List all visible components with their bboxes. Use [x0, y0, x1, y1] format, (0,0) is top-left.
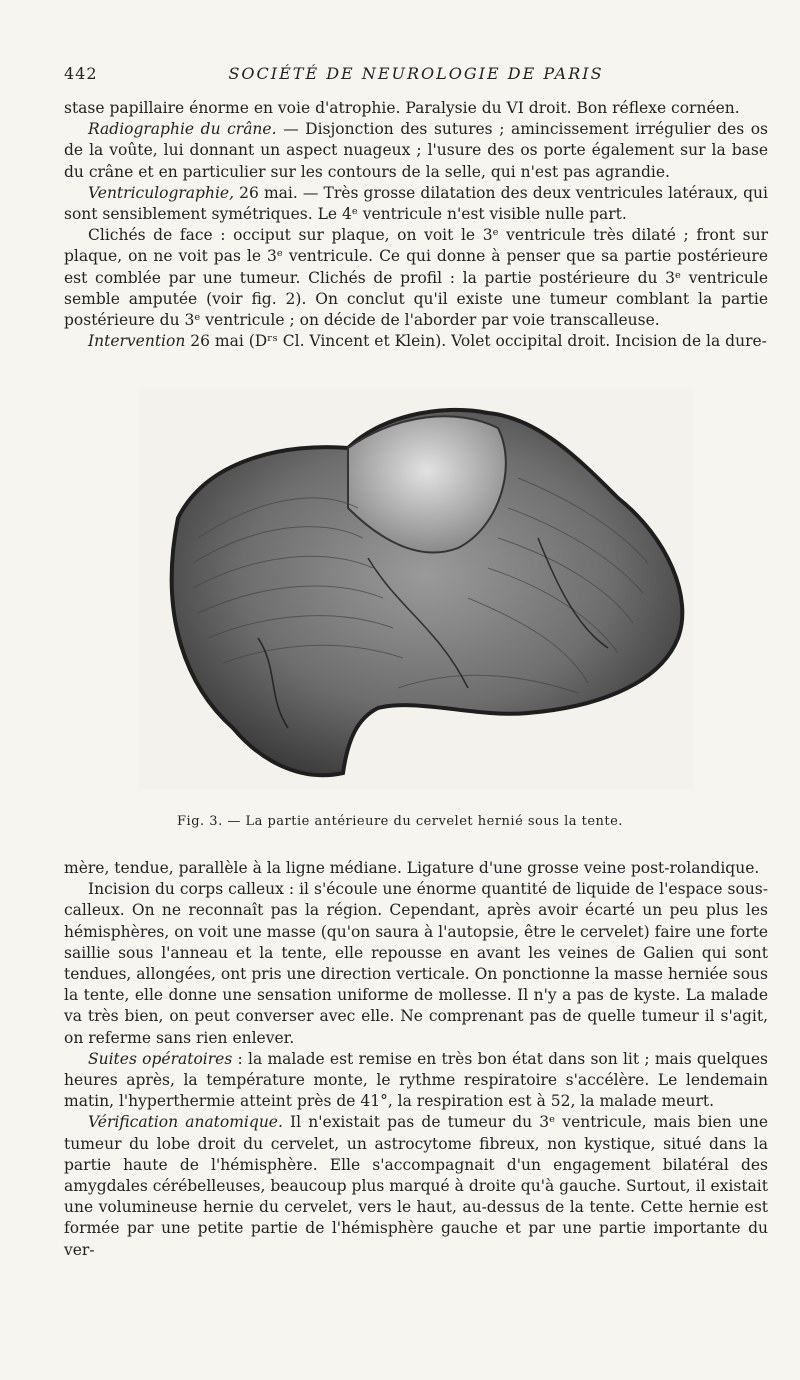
paragraph-body: : la malade est remise en très bon état dans son lit ; mais quelques heures après, la température monte, le rythme respiratoire s'accélère. Le lendemain matin, l'hyperthermie atteint près de 41°, la respiration est à 52, la malade meurt. [64, 1049, 768, 1111]
paragraph: stase papillaire énorme en voie d'atrophie. Paralysie du VI droit. Bon réflexe cornéen. [64, 99, 740, 117]
paragraph-body: Il n'existait pas de tumeur du 3ᵉ ventricule, mais bien une tumeur du lobe droit du cervelet, un astrocytome fibreux, non kystique, situé dans la partie haute de l'hémisphère. Elle s'accompagnait d'un engagement bilatéral des amygdales cérébelleuses, beaucoup plus marqué à droite qu'à gauche. Surtout, il existait une volumineuse hernie du cervelet, vers le haut, au-dessus de la tente. Cette hernie est formée par une petite partie de l'hémisphère gauche et par une partie importante du ver- [64, 1113, 768, 1259]
text-block-bottom [64, 858, 768, 1261]
section-heading: Suites opératoires [88, 1049, 233, 1068]
section-heading: Intervention [88, 332, 186, 351]
figure-cerebellum-photo [138, 388, 694, 790]
paragraph: mère, tendue, parallèle à la ligne médiane. Ligature d'une grosse veine post-rolandique. [64, 859, 760, 877]
paragraph: Incision du corps calleux : il s'écoule une énorme quantité de liquide de l'espace sous-calleux. On ne reconnaît pas la région. Cependant, après avoir écarté un peu plus les hémisphères, on voit une masse (qu'on saura à l'autopsie, être le cervelet) faire une forte saillie sous l'anneau et la tente, elle repousse en avant les veines de Galien qui sont tendues, allongées, ont pris une direction verticale. On ponctionne la masse herniée sous la tente, elle donne une sensation uniforme de mollesse. Il n'y a pas de kyste. La malade va très bien, on peut converser avec elle. Ne comprenant pas de quelle tumeur il s'agit, on referme sans rien enlever. [64, 880, 768, 1047]
running-title: SOCIÉTÉ DE NEUROLOGIE DE PARIS [228, 64, 604, 83]
running-header [64, 64, 768, 88]
section-heading: Ventriculographie, [88, 183, 235, 202]
page-number: 442 [64, 64, 98, 83]
section-heading: Vérification anatomique. [88, 1113, 283, 1132]
paragraph-body: — Disjonction des sutures ; amincissement irrégulier des os de la voûte, lui donnant un aspect nuageux ; l'usure des os porte également sur la base du crâne et en particulier sur les contours de la selle, qui n'est pas agrandie. [64, 120, 769, 181]
paragraph [64, 183, 768, 225]
text-block-top [64, 98, 768, 352]
paragraph [64, 1049, 768, 1113]
paragraph-body: 26 mai. — Très grosse dilatation des deux ventricules latéraux, qui sont sensiblement symétriques. Le 4ᵉ ventricule n'est visible nulle part. [64, 183, 768, 224]
section-heading: Radiographie du crâne. [88, 120, 277, 139]
paragraph [64, 1112, 768, 1260]
cerebellum-illustration [138, 388, 694, 790]
paragraph [64, 119, 768, 183]
paragraph [64, 331, 768, 352]
paragraph-body: 26 mai (Dʳˢ Cl. Vincent et Klein). Volet occipital droit. Incision de la dure- [185, 332, 767, 351]
figure-caption: Fig. 3. — La partie antérieure du cervelet hernié sous la tente. [177, 814, 623, 829]
paragraph: Clichés de face : occiput sur plaque, on voit le 3ᵉ ventricule très dilaté ; front sur plaque, on ne voit pas le 3ᵉ ventricule. Ce qui donne à penser que sa partie postérieure est comblée par une tumeur. Clichés de profil : la partie postérieure du 3ᵉ ventricule semble amputée (voir fig. 2). On conclut qu'il existe une tumeur comblant la partie postérieure du 3ᵉ ventricule ; on décide de l'aborder par voie transcalleuse. [64, 226, 768, 330]
